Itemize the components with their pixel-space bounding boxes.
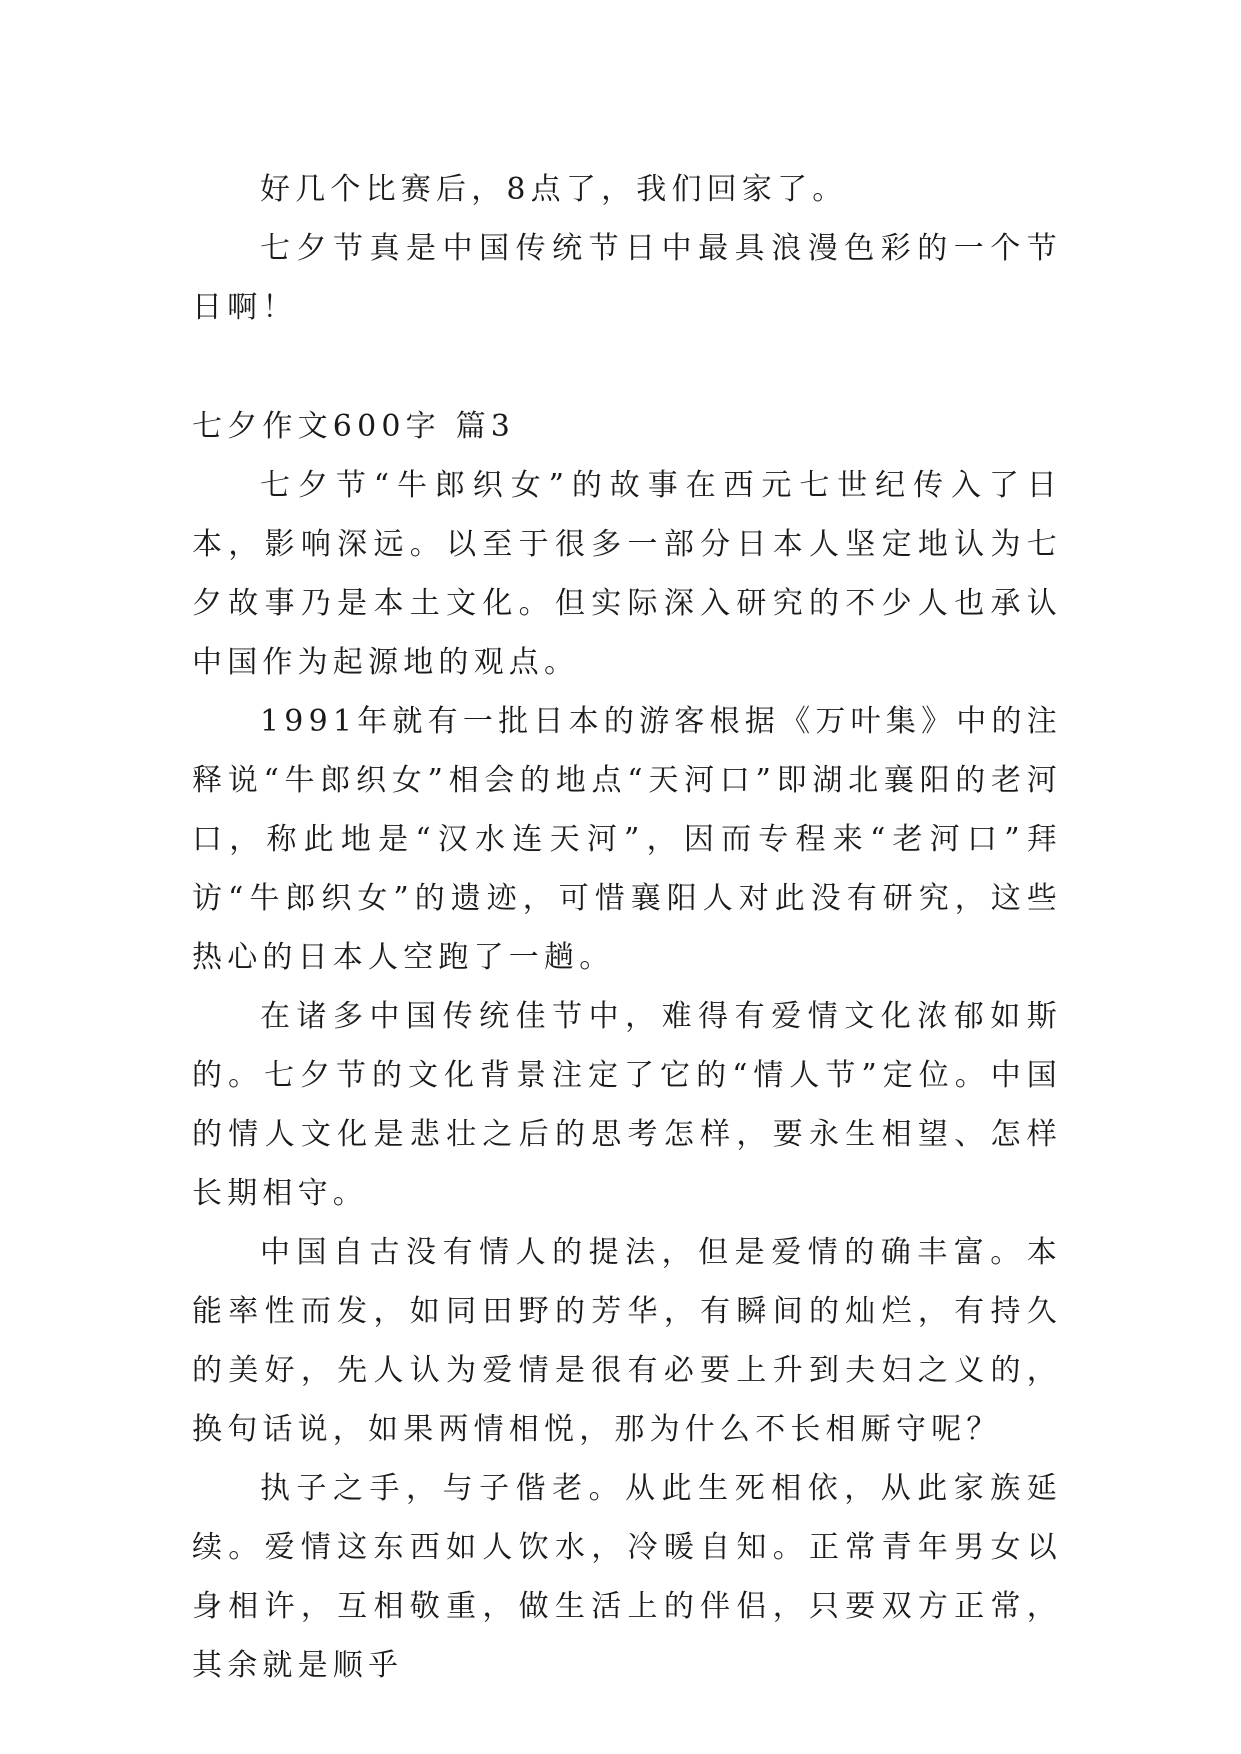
section-heading: 七夕作文600字 篇3 xyxy=(192,409,516,444)
paragraph: 七夕节真是中国传统节日中最具浪漫色彩的一个节日啊！ xyxy=(192,231,1062,325)
paragraph: 七夕节“牛郎织女”的故事在西元七世纪传入了日本，影响深远。以至于很多一部分日本人坚定地认为七夕故事乃是本土文化。但实际深入研究的不少人也承认中国作为起源地的观点。 xyxy=(192,468,1062,680)
paragraph: 在诸多中国传统佳节中，难得有爱情文化浓郁如斯的。七夕节的文化背景注定了它的“情人节”定位。中国的情人文化是悲壮之后的思考怎样，要永生相望、怎样长期相守。 xyxy=(192,999,1062,1211)
paragraph: 1991年就有一批日本的游客根据《万叶集》中的注释说“牛郎织女”相会的地点“天河口”即湖北襄阳的老河口，称此地是“汉水连天河”，因而专程来“老河口”拜访“牛郎织女”的遗迹，可惜襄阳人对此没有研究，这些热心的日本人空跑了一趟。 xyxy=(192,704,1062,975)
paragraph: 中国自古没有情人的提法，但是爱情的确丰富。本能率性而发，如同田野的芳华，有瞬间的灿烂，有持久的美好，先人认为爱情是很有必要上升到夫妇之义的，换句话说，如果两情相悦，那为什么不长相厮守呢？ xyxy=(192,1235,1062,1447)
paragraph: 好几个比赛后，8点了，我们回家了。 xyxy=(260,172,848,207)
document-body xyxy=(192,160,1062,1695)
paragraph: 执子之手，与子偕老。从此生死相依，从此家族延续。爱情这东西如人饮水，冷暖自知。正常青年男女以身相许，互相敬重，做生活上的伴侣，只要双方正常，其余就是顺乎 xyxy=(192,1471,1062,1683)
